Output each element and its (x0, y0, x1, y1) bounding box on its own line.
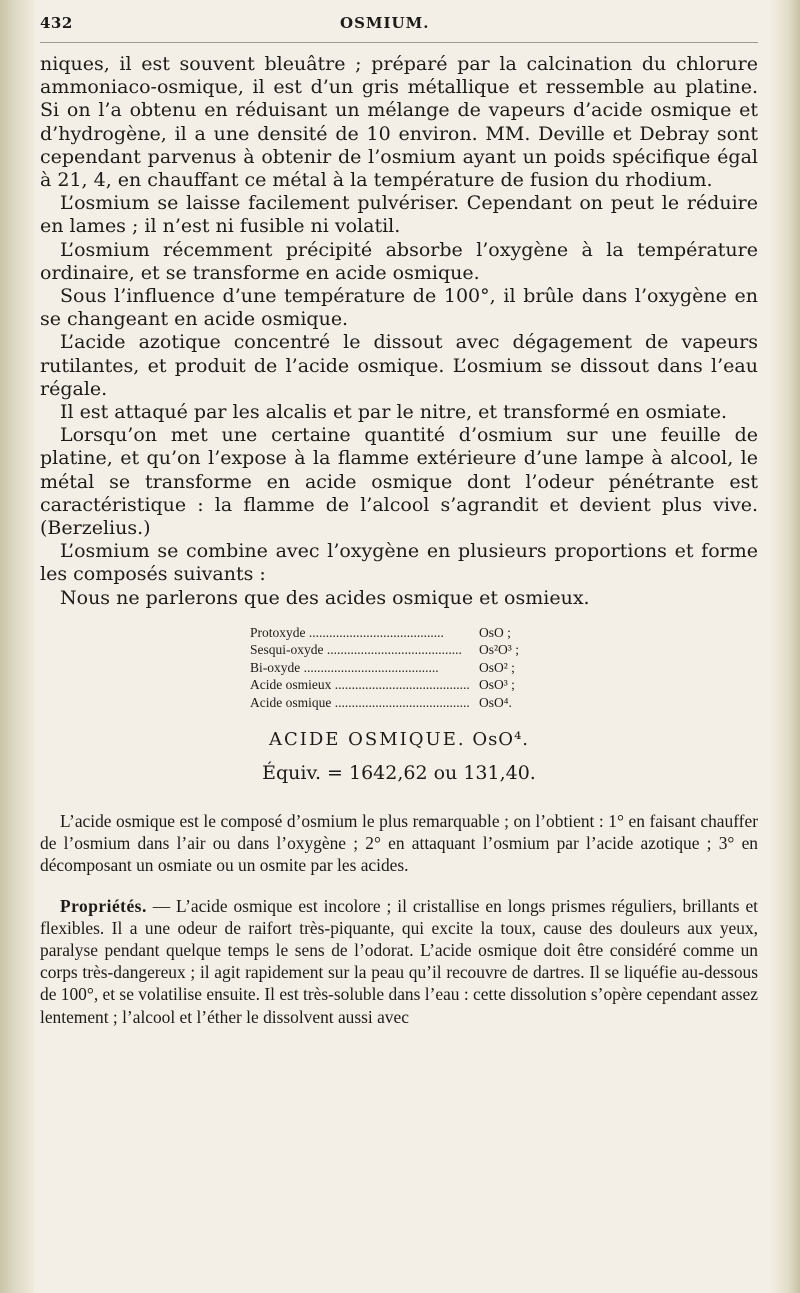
paragraph: Il est attaqué par les alcalis et par le nitre, et transformé en osmiate. (60, 401, 728, 424)
page-number: 432 (40, 14, 73, 32)
section-formula: OsO⁴. (472, 728, 530, 750)
compound-row (250, 694, 758, 711)
running-title: OSMIUM. (340, 14, 430, 32)
compound-name: Sesqui-oxyde ..... (250, 641, 475, 658)
equivalent-line: Équiv. = 1642,62 ou 131,40. (262, 761, 536, 784)
paragraph: L’osmium récemment précipité absorbe l’oxygène à la température ordinaire, et se transforme en acide osmique. (40, 238, 758, 284)
paragraph: L’osmium se combine avec l’oxygène en plusieurs proportions et forme les composés suivants : (40, 540, 758, 586)
properties-paragraph (40, 895, 758, 1028)
compound-row (250, 659, 758, 676)
paragraph: Lorsqu’on met une certaine quantité d’osmium sur une feuille de platine, et qu’on l’expose à la flamme extérieure d’une lampe à alcool, le métal se transforme en acide osmique dont l’odeur pénétrante est caractéristique : la flamme de l’alcool s’agrandit et devient plus vive. (Berzelius.) (40, 424, 758, 540)
paragraph: Sous l’influence d’une température de 100°, il brûle dans l’oxygène en se changeant en acide osmique. (40, 285, 758, 331)
compound-row (250, 624, 758, 641)
compound-name: Acide osmique ..... (250, 694, 475, 711)
paragraph: L’acide osmique est le composé d’osmium le plus remarquable ; on l’obtient : 1° en faisant chauffer de l’osmium dans l’air ou dans l’oxygène ; 2° en attaquant l’osmium par l’acide azotique ; 3° en décomposant un osmiate ou un osmite par les acides. (40, 810, 758, 876)
compound-name: Bi-oxyde ..... (250, 659, 475, 676)
paragraph: Nous ne parlerons que des acides osmique et osmieux. (60, 586, 590, 609)
page-binding-shadow (0, 0, 34, 1293)
book-page (40, 14, 758, 1028)
body-text-top (40, 53, 758, 610)
compound-row (250, 676, 758, 693)
compound-row (250, 641, 758, 658)
section-heading (40, 729, 758, 750)
paragraph: L’acide azotique concentré le dissout avec dégagement de vapeurs rutilantes, et produit de l’acide osmique. L’osmium se dissout dans l’eau régale. (40, 331, 758, 400)
compound-formula: OsO ; (479, 624, 511, 640)
compound-formula: Os²O³ ; (479, 642, 519, 658)
compound-formula: OsO⁴. (479, 694, 512, 710)
running-head (40, 14, 758, 40)
compound-formula: OsO³ ; (479, 677, 515, 693)
page-edge-shadow (770, 0, 800, 1293)
compound-name: Acide osmieux ..... (250, 676, 475, 693)
header-rule (40, 42, 758, 43)
paragraph: L’osmium se laisse facilement pulvériser. Cependant on peut le réduire en lames ; il n’est ni fusible ni volatil. (40, 192, 758, 238)
paragraph-gap (40, 877, 758, 895)
compound-formula: OsO² ; (479, 659, 515, 675)
properties-text: — L’acide osmique est incolore ; il cristallise en longs prismes réguliers, brillants et flexibles. Il a une odeur de raifort très-piquante, qui excite la toux, cause des douleurs aux yeux, paralyse pendant quelque temps le sens de l’odorat. L’acide osmique doit être considéré comme un corps très-dangereux ; il agit rapidement sur la peau qu’il recouvre de dartres. Il se liquéfie au-dessous de 100°, et se volatilise ensuite. Il est très-soluble dans l’eau : cette dissolution s’opère cependant assez lentement ; l’alcool et l’éther le dissolvent aussi avec (40, 895, 758, 1027)
paragraph: niques, il est souvent bleuâtre ; préparé par la calcination du chlorure ammoniaco-osmique, il est d’un gris métallique et ressemble au platine. Si on l’a obtenu en réduisant un mélange de vapeurs d’acide osmique et d’hydrogène, il a une densité de 10 environ. MM. Deville et Debray sont cependant parvenus à obtenir de l’osmium ayant un poids spécifique égal à 21, 4, en chauffant ce métal à la température de fusion du rhodium. (40, 53, 758, 192)
compound-list (250, 624, 758, 711)
properties-label: Propriétés. (60, 895, 147, 916)
section-title: ACIDE OSMIQUE. (268, 728, 466, 750)
compound-name: Protoxyde ..... (250, 624, 475, 641)
body-text-small (40, 810, 758, 1028)
